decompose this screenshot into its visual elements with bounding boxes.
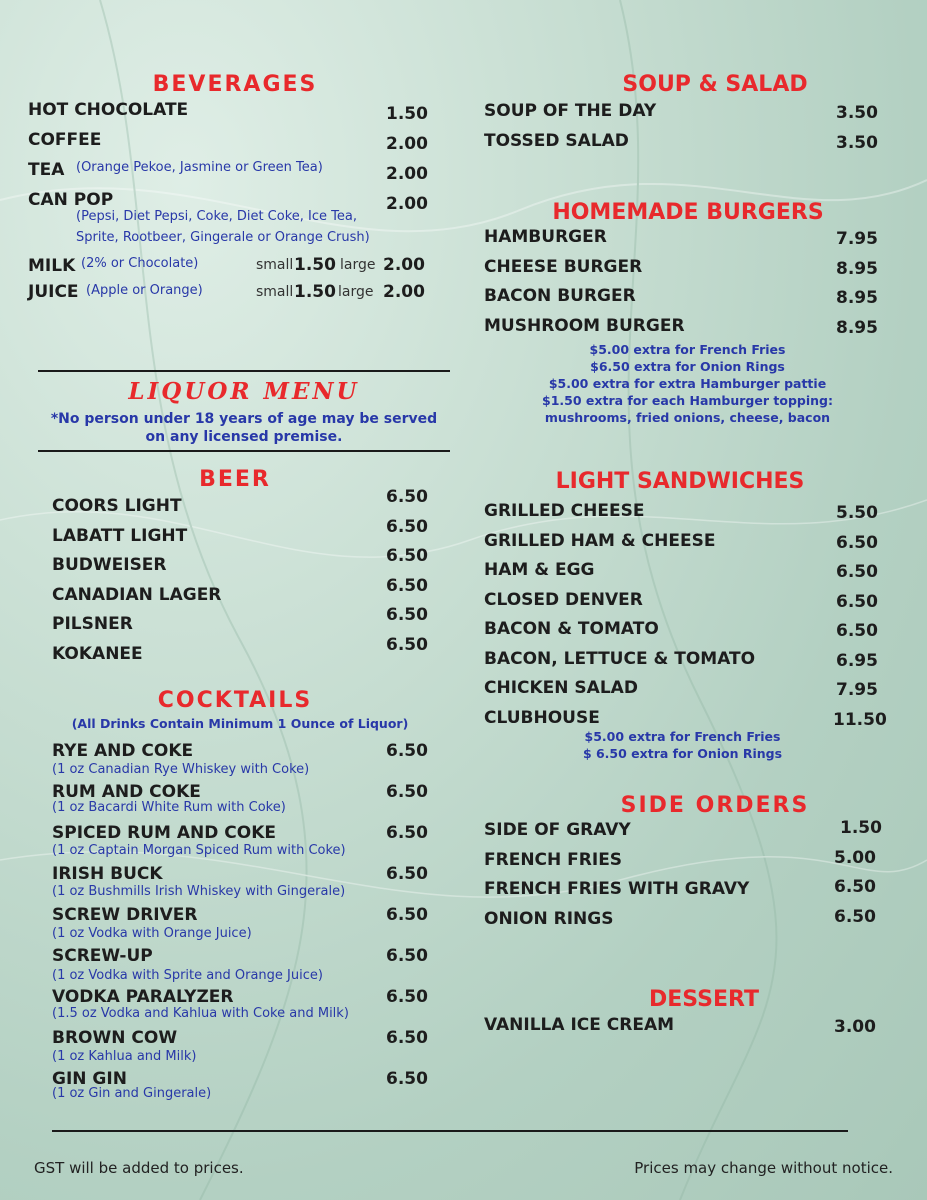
cocktails-heading: COCKTAILS: [157, 688, 313, 713]
side-price: 5.00: [834, 848, 876, 868]
milk-small-price: 1.50: [294, 255, 336, 275]
liquor-notice-line1: *No person under 18 years of age may be served: [50, 411, 438, 427]
sandwich-name: HAM & EGG: [484, 560, 595, 580]
sandwich-price: 6.50: [836, 621, 878, 641]
cocktail-desc: (1 oz Vodka with Sprite and Orange Juice): [52, 968, 323, 983]
side-name: ONION RINGS: [484, 909, 614, 929]
sandwich-name: CLUBHOUSE: [484, 708, 600, 728]
dessert-name: VANILLA ICE CREAM: [484, 1015, 675, 1035]
cocktail-price: 6.50: [386, 741, 428, 761]
milk-name: MILK: [28, 256, 76, 276]
hot-chocolate-price: 1.50: [386, 104, 428, 124]
cocktail-desc: (1 oz Kahlua and Milk): [52, 1049, 197, 1064]
beer-name: CANADIAN LAGER: [52, 585, 222, 605]
juice-large-price: 2.00: [383, 282, 425, 302]
can-pop-price: 2.00: [386, 194, 428, 214]
soup-salad-name: TOSSED SALAD: [484, 131, 629, 151]
burger-note: $6.50 extra for Onion Rings: [590, 359, 785, 374]
beverages-heading: BEVERAGES: [152, 72, 318, 97]
cocktail-desc: (1 oz Vodka with Orange Juice): [52, 926, 252, 941]
dessert-price: 3.00: [834, 1017, 876, 1037]
sandwich-price: 7.95: [836, 680, 878, 700]
sandwich-price: 6.95: [836, 651, 878, 671]
burger-name: CHEESE BURGER: [484, 257, 643, 277]
sandwich-name: GRILLED HAM & CHEESE: [484, 531, 716, 551]
sandwich-name: BACON, LETTUCE & TOMATO: [484, 649, 756, 669]
beer-name: COORS LIGHT: [52, 496, 182, 516]
cocktail-desc: (1.5 oz Vodka and Kahlua with Coke and Milk): [52, 1006, 349, 1021]
cocktail-name: SCREW-UP: [52, 946, 153, 966]
sides-heading: SIDE ORDERS: [620, 793, 810, 818]
cocktail-name: RUM AND COKE: [52, 782, 201, 802]
sandwich-price: 6.50: [836, 562, 878, 582]
burger-name: BACON BURGER: [484, 286, 636, 306]
side-name: FRENCH FRIES WITH GRAVY: [484, 879, 750, 899]
juice-note: (Apple or Orange): [86, 283, 203, 298]
cocktail-name: SCREW DRIVER: [52, 905, 198, 925]
liquor-notice-line2: on any licensed premise.: [145, 429, 343, 445]
coffee-name: COFFEE: [28, 130, 102, 150]
cocktail-name: GIN GIN: [52, 1069, 127, 1089]
cocktail-name: BROWN COW: [52, 1028, 178, 1048]
sandwich-note: $5.00 extra for French Fries: [584, 729, 781, 744]
soup-salad-price: 3.50: [836, 103, 878, 123]
side-price: 6.50: [834, 877, 876, 897]
juice-small-label: small: [256, 284, 294, 300]
liquor-heading: LIQUOR MENU: [128, 378, 360, 405]
price-change-notice: Prices may change without notice.: [634, 1159, 893, 1177]
milk-large-label: large: [340, 257, 376, 273]
milk-note: (2% or Chocolate): [81, 256, 199, 271]
burgers-heading: HOMEMADE BURGERS: [552, 200, 824, 225]
sandwich-name: CHICKEN SALAD: [484, 678, 638, 698]
tea-price: 2.00: [386, 164, 428, 184]
can-pop-note-line1: (Pepsi, Diet Pepsi, Coke, Diet Coke, Ice Tea,: [76, 209, 357, 224]
dessert-heading: DESSERT: [649, 987, 759, 1012]
can-pop-name: CAN POP: [28, 190, 114, 210]
beer-price: 6.50: [386, 576, 428, 596]
burger-price: 8.95: [836, 259, 878, 279]
sandwich-price: 6.50: [836, 533, 878, 553]
cocktail-price: 6.50: [386, 864, 428, 884]
burger-note: mushrooms, fried onions, cheese, bacon: [544, 410, 831, 425]
beer-heading: BEER: [199, 467, 271, 492]
burger-price: 8.95: [836, 288, 878, 308]
footer-rule: [52, 1130, 848, 1132]
beer-price: 6.50: [386, 605, 428, 625]
juice-name: JUICE: [28, 282, 79, 302]
cocktail-name: SPICED RUM AND COKE: [52, 823, 277, 843]
beer-name: KOKANEE: [52, 644, 143, 664]
cocktail-desc: (1 oz Captain Morgan Spiced Rum with Coke): [52, 843, 346, 858]
liquor-bottom-rule: [38, 450, 450, 452]
burger-note: $5.00 extra for extra Hamburger pattie: [548, 376, 827, 391]
beer-name: LABATT LIGHT: [52, 526, 188, 546]
sandwich-name: CLOSED DENVER: [484, 590, 643, 610]
can-pop-note-line2: Sprite, Rootbeer, Gingerale or Orange Crush): [76, 230, 370, 245]
beer-price: 6.50: [386, 546, 428, 566]
sandwich-price: 11.50: [833, 710, 887, 730]
hot-chocolate-name: HOT CHOCOLATE: [28, 100, 189, 120]
gst-notice: GST will be added to prices.: [34, 1159, 244, 1177]
burger-price: 7.95: [836, 229, 878, 249]
juice-small-price: 1.50: [294, 282, 336, 302]
cocktail-desc: (1 oz Gin and Gingerale): [52, 1086, 212, 1101]
side-name: FRENCH FRIES: [484, 850, 623, 870]
beer-price: 6.50: [386, 487, 428, 507]
tea-note: (Orange Pekoe, Jasmine or Green Tea): [76, 160, 323, 175]
side-price: 1.50: [840, 818, 882, 838]
sandwich-price: 5.50: [836, 503, 878, 523]
cocktail-price: 6.50: [386, 1028, 428, 1048]
cocktail-desc: (1 oz Canadian Rye Whiskey with Coke): [52, 762, 310, 777]
cocktail-name: IRISH BUCK: [52, 864, 163, 884]
cocktail-name: VODKA PARALYZER: [52, 987, 234, 1007]
sandwich-note: $ 6.50 extra for Onion Rings: [582, 746, 783, 761]
beer-price: 6.50: [386, 517, 428, 537]
juice-large-label: large: [338, 284, 374, 300]
cocktail-price: 6.50: [386, 782, 428, 802]
burger-price: 8.95: [836, 318, 878, 338]
burger-note: $5.00 extra for French Fries: [589, 342, 786, 357]
cocktail-price: 6.50: [386, 905, 428, 925]
side-price: 6.50: [834, 907, 876, 927]
cocktail-desc: (1 oz Bushmills Irish Whiskey with Gingerale): [52, 884, 346, 899]
soup-salad-name: SOUP OF THE DAY: [484, 101, 657, 121]
sandwich-price: 6.50: [836, 592, 878, 612]
cocktail-price: 6.50: [386, 823, 428, 843]
milk-small-label: small: [256, 257, 294, 273]
tea-name: TEA: [28, 160, 65, 180]
side-name: SIDE OF GRAVY: [484, 820, 631, 840]
burger-name: MUSHROOM BURGER: [484, 316, 685, 336]
cocktails-subtitle: (All Drinks Contain Minimum 1 Ounce of Liquor): [71, 716, 409, 731]
soup-salad-price: 3.50: [836, 133, 878, 153]
burger-note: $1.50 extra for each Hamburger topping:: [542, 393, 833, 408]
cocktail-name: RYE AND COKE: [52, 741, 194, 761]
sandwich-name: BACON & TOMATO: [484, 619, 659, 639]
coffee-price: 2.00: [386, 134, 428, 154]
cocktail-price: 6.50: [386, 987, 428, 1007]
soup-salad-heading: SOUP & SALAD: [622, 72, 808, 97]
beer-name: PILSNER: [52, 614, 133, 634]
sandwiches-heading: LIGHT SANDWICHES: [555, 469, 805, 494]
milk-large-price: 2.00: [383, 255, 425, 275]
sandwich-name: GRILLED CHEESE: [484, 501, 645, 521]
burger-name: HAMBURGER: [484, 227, 607, 247]
cocktail-price: 6.50: [386, 946, 428, 966]
beer-name: BUDWEISER: [52, 555, 167, 575]
liquor-top-rule: [38, 370, 450, 372]
cocktail-price: 6.50: [386, 1069, 428, 1089]
beer-price: 6.50: [386, 635, 428, 655]
cocktail-desc: (1 oz Bacardi White Rum with Coke): [52, 800, 286, 815]
